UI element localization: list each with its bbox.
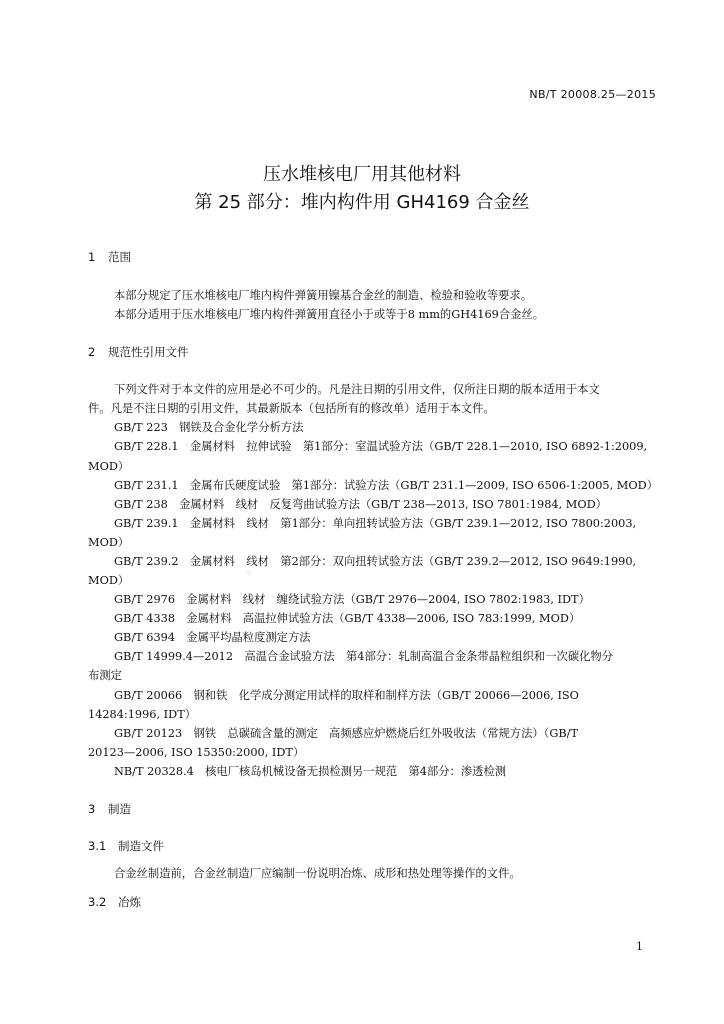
reference-line: GB/T 239.1 金属材料 线材 第1部分：单向扭转试验方法（GB/T 239.1—2012, ISO 7800:2003, <box>114 517 637 530</box>
reference-line: GB/T 4338 金属材料 高温拉伸试验方法（GB/T 4338—2006, ISO 783:1999, MOD） <box>114 612 581 625</box>
reference-line: GB/T 20123 钢铁 总碳硫含量的测定 高频感应炉燃烧后红外吸收法（常规方法）（GB/T <box>114 727 579 740</box>
reference-line: GB/T 231.1 金属布氏硬度试验 第1部分：试验方法（GB/T 231.1—2009, ISO 6506-1:2005, MOD） <box>114 479 658 492</box>
reference-line: MOD） <box>88 460 130 473</box>
refs-intro-line-1: 下列文件对于本文件的应用是必不可少的。凡是注日期的引用文件，仅所注日期的版本适用于本文 <box>114 383 600 396</box>
section-title: 冶炼 <box>118 895 141 909</box>
reference-line: GB/T 20066 钢和铁 化学成分测定用试样的取样和制样方法（GB/T 20066—2006, ISO <box>114 689 579 702</box>
reference-line: GB/T 238 金属材料 线材 反复弯曲试验方法（GB/T 238—2013, ISO 7801:1984, MOD） <box>114 498 607 511</box>
section-3-heading <box>88 801 131 817</box>
refs-intro-line-2: 件。凡是不注日期的引用文件，其最新版本（包括所有的修改单）适用于本文件。 <box>88 402 495 415</box>
section-1-heading <box>88 249 131 265</box>
reference-line: NB/T 20328.4 核电厂核岛机械设备无损检测另一规范 第4部分：渗透检测 <box>114 765 507 778</box>
reference-line: GB/T 228.1 金属材料 拉伸试验 第1部分：室温试验方法（GB/T 228.1—2010, ISO 6892-1:2009, <box>114 440 648 453</box>
section-number: 3 <box>88 802 96 816</box>
section-title: 制造 <box>108 802 131 816</box>
section-number: 1 <box>88 250 96 264</box>
reference-line: 14284:1996, IDT） <box>88 708 197 721</box>
document-title-line2: 第 25 部分：堆内构件用 GH4169 合金丝 <box>194 192 530 213</box>
document-title-line1: 压水堆核电厂用其他材料 <box>263 164 461 185</box>
reference-line: 布测定 <box>88 669 122 682</box>
section-title: 范围 <box>108 250 131 264</box>
section-title: 规范性引用文件 <box>108 345 189 359</box>
page-number: 1 <box>636 940 643 953</box>
document-code: NB/T 20008.25—2015 <box>529 88 656 101</box>
reference-line: MOD） <box>88 574 130 587</box>
section-number: 3.2 <box>88 895 107 909</box>
section-title: 制造文件 <box>118 839 164 853</box>
watermark: · <box>230 551 270 596</box>
scope-paragraph-2: 本部分适用于压水堆核电厂堆内构件弹簧用直径小于或等于8 mm的GH4169合金丝。 <box>114 308 545 321</box>
reference-line: MOD） <box>88 536 130 549</box>
reference-line: GB/T 14999.4—2012 高温合金试验方法 第4部分：轧制高温合金条带晶粒组织和一次碳化物分 <box>114 650 614 663</box>
section-number: 2 <box>88 345 96 359</box>
manufacture-paragraph: 合金丝制造前，合金丝制造厂应编制一份说明冶炼、成形和热处理等操作的文件。 <box>114 867 521 880</box>
section-2-heading <box>88 344 189 360</box>
reference-line: GB/T 223 钢铁及合金化学分析方法 <box>114 421 304 434</box>
section-3-2-heading <box>88 894 141 910</box>
reference-line: 20123—2006, ISO 15350:2000, IDT） <box>88 746 305 759</box>
reference-line: GB/T 6394 金属平均晶粒度测定方法 <box>114 631 311 644</box>
scope-paragraph-1: 本部分规定了压水堆核电厂堆内构件弹簧用镍基合金丝的制造、检验和验收等要求。 <box>114 289 532 302</box>
section-3-1-heading <box>88 838 164 854</box>
reference-line: GB/T 239.2 金属材料 线材 第2部分：双向扭转试验方法（GB/T 239.2—2012, ISO 9649:1990, <box>114 555 637 568</box>
section-number: 3.1 <box>88 839 107 853</box>
reference-line: GB/T 2976 金属材料 线材 缠绕试验方法（GB/T 2976—2004, ISO 7802:1983, IDT） <box>114 593 590 606</box>
